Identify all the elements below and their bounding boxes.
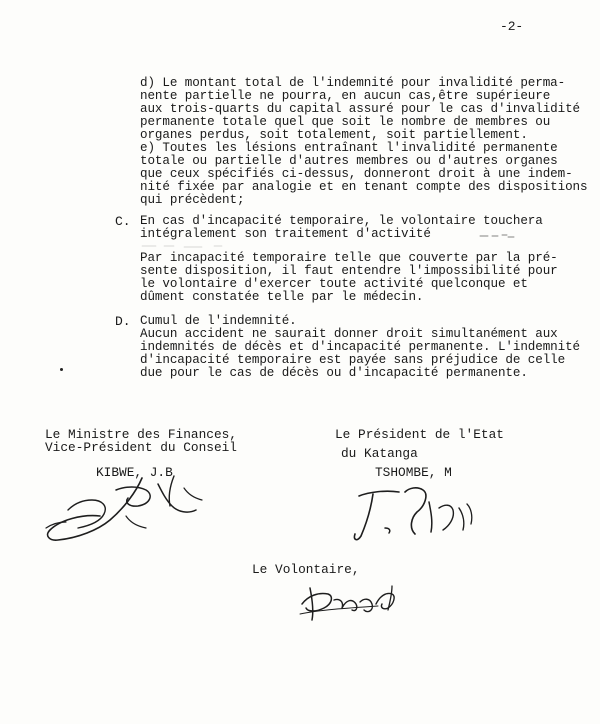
section-marker: D. [115, 314, 131, 329]
text-line: d) Le montant total de l'indemnité pour invalidité perma- [140, 76, 566, 90]
text-line: le volontaire d'exercer toute activité quelconque et [140, 277, 528, 291]
erased-text-mark [140, 232, 560, 252]
section-heading: Cumul de l'indemnité. [140, 314, 297, 328]
signatory-title: Le Volontaire, [252, 562, 360, 577]
text-line: sente disposition, il faut entendre l'impossibilité pour [140, 264, 558, 278]
text-line: nité fixée par analogie et en tenant compte des dispositions [140, 180, 588, 194]
text-line: e) Toutes les lésions entraînant l'invalidité permanente [140, 141, 558, 155]
text-line: que ceux spécifiés ci-dessus, donneront droit à une indem- [140, 167, 573, 181]
text-line: intégralement son traitement d'activité [140, 227, 431, 241]
signatory-title: Vice-Président du Conseil [45, 440, 237, 455]
signatory-title: Le Ministre des Finances, [45, 427, 237, 442]
text-line: d'incapacité temporaire est payée sans préjudice de celle [140, 353, 566, 367]
stray-dot [60, 368, 63, 371]
text-line: En cas d'incapacité temporaire, le volontaire touchera [140, 214, 543, 228]
text-line: qui précèdent; [140, 193, 245, 207]
text-line: due pour le cas de décès ou d'incapacité permanente. [140, 366, 528, 380]
signatory-title: du Katanga [341, 446, 418, 461]
text-line: Aucun accident ne saurait donner droit simultanément aux [140, 327, 558, 341]
text-line: indemnités de décès et d'incapacité permanente. L'indemnité [140, 340, 580, 354]
text-line: Par incapacité temporaire telle que couverte par la pré- [140, 251, 558, 265]
handwritten-signature-left [38, 470, 208, 550]
section-marker: C. [115, 214, 131, 229]
text-line: aux trois-quarts du capital assuré pour le cas d'invalidité [140, 102, 580, 116]
text-line: nente partielle ne pourra, en aucun cas,être supérieure [140, 89, 551, 103]
handwritten-signature-right [345, 478, 485, 548]
page-number: -2- [500, 19, 524, 34]
text-line: dûment constatée telle par le médecin. [140, 290, 424, 304]
text-line: organes perdus, soit totalement, soit partiellement. [140, 128, 528, 142]
signatory-name: TSHOMBE, M [375, 465, 452, 480]
signatory-title: Le Président de l'Etat [335, 427, 504, 442]
text-line: permanente totale quel que soit le nombre de membres ou [140, 115, 551, 129]
handwritten-signature-volunteer [298, 578, 408, 623]
text-line: totale ou partielle d'autres membres ou d'autres organes [140, 154, 558, 168]
signatory-name: KIBWE, J.B [96, 465, 173, 480]
